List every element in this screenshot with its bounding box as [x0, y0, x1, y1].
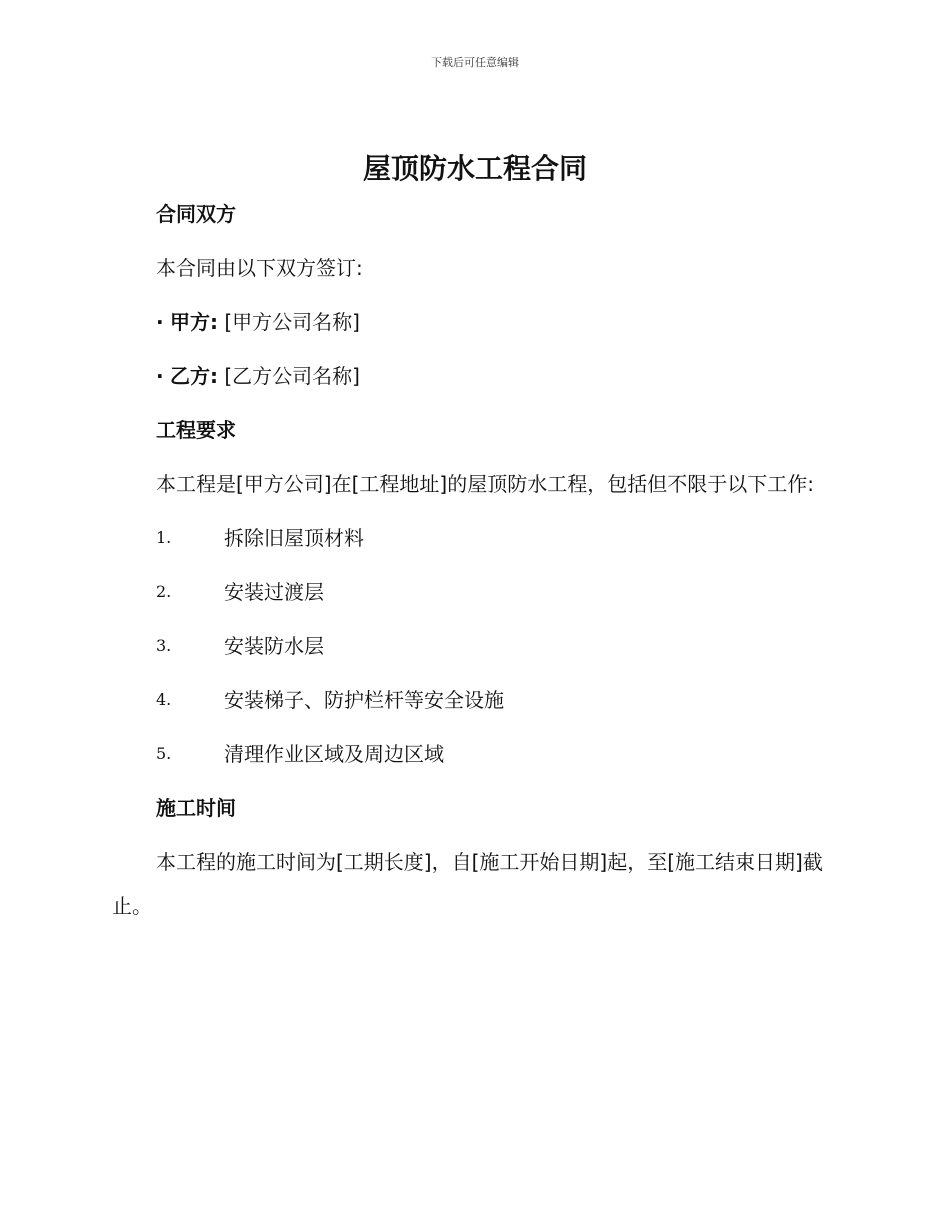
- list-item-number: 2.: [156, 582, 172, 601]
- list-item-text: 安装过渡层: [224, 580, 324, 604]
- document-body: [112, 192, 842, 938]
- list-item: [112, 570, 842, 614]
- party-a-bullet: ·: [156, 310, 164, 334]
- party-a: [112, 300, 842, 344]
- requirements-intro: 本工程是[甲方公司]在[工程地址]的屋顶防水工程，包括但不限于以下工作:: [156, 472, 814, 496]
- work-list: [112, 516, 842, 776]
- list-item: [112, 732, 842, 776]
- party-a-label: 甲方:: [169, 310, 218, 334]
- list-item: [112, 624, 842, 668]
- list-item: [112, 516, 842, 560]
- schedule-text: 本工程的施工时间为[工期长度]，自[施工开始日期]起，至[施工结束日期]截止。: [112, 850, 823, 918]
- party-b-value: [乙方公司名称]: [224, 364, 360, 388]
- section-heading-parties: 合同双方: [156, 202, 236, 226]
- header-note: 下载后可任意编辑: [431, 56, 519, 69]
- list-item: [112, 678, 842, 722]
- document-title: 屋顶防水工程合同: [362, 152, 587, 185]
- party-a-value: [甲方公司名称]: [224, 310, 360, 334]
- list-item-text: 清理作业区域及周边区域: [224, 742, 444, 766]
- list-item-number: 3.: [156, 636, 172, 655]
- section-heading-requirements: 工程要求: [156, 418, 236, 442]
- list-item-number: 5.: [156, 744, 172, 763]
- parties-intro: 本合同由以下双方签订:: [156, 256, 363, 280]
- party-b-label: 乙方:: [169, 364, 218, 388]
- list-item-number: 1.: [156, 528, 172, 547]
- section-heading-schedule: 施工时间: [156, 796, 236, 820]
- list-item-text: 拆除旧屋顶材料: [224, 526, 364, 550]
- list-item-number: 4.: [156, 690, 172, 709]
- party-b: [112, 354, 842, 398]
- list-item-text: 安装梯子、防护栏杆等安全设施: [224, 688, 504, 712]
- party-b-bullet: ·: [156, 364, 164, 388]
- list-item-text: 安装防水层: [224, 634, 324, 658]
